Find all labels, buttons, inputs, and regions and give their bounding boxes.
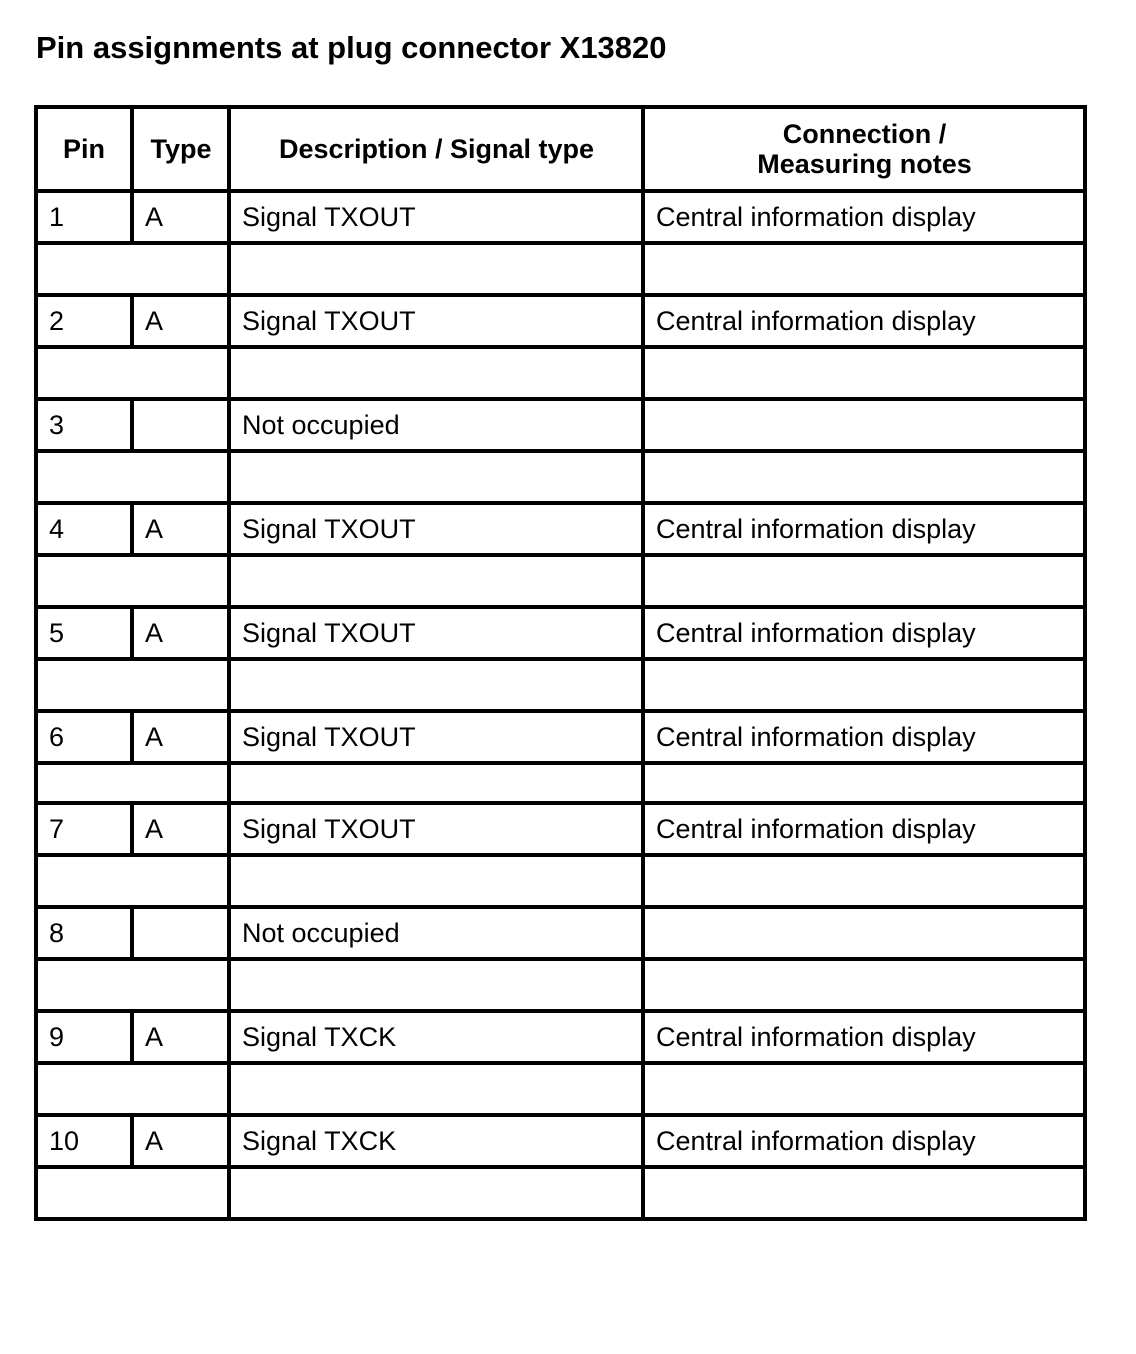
spacer-cell (229, 763, 643, 803)
pin-cell: 5 (36, 607, 132, 659)
spacer-cell (36, 659, 229, 711)
description-cell: Signal TXOUT (229, 607, 643, 659)
description-cell: Not occupied (229, 399, 643, 451)
header-connection-line2: Measuring notes (757, 149, 972, 179)
header-connection-line1: Connection / (782, 119, 947, 149)
type-cell: A (132, 1115, 229, 1167)
spacer-cell (229, 555, 643, 607)
pin-cell: 7 (36, 803, 132, 855)
type-cell: A (132, 1011, 229, 1063)
spacer-cell (36, 855, 229, 907)
spacer-cell (229, 243, 643, 295)
spacer-cell (36, 959, 229, 1011)
table-row (36, 503, 1085, 555)
table-row (36, 803, 1085, 855)
pin-cell: 6 (36, 711, 132, 763)
pin-cell: 3 (36, 399, 132, 451)
connection-cell: Central information display (643, 295, 1085, 347)
description-cell: Signal TXOUT (229, 295, 643, 347)
pin-cell: 10 (36, 1115, 132, 1167)
table-row (36, 607, 1085, 659)
spacer-cell (36, 763, 229, 803)
table-row (36, 711, 1085, 763)
spacer-cell (643, 959, 1085, 1011)
spacer-row (36, 855, 1085, 907)
spacer-cell (643, 855, 1085, 907)
pin-assignment-table (34, 105, 1087, 1221)
connection-cell: Central information display (643, 803, 1085, 855)
spacer-cell (643, 763, 1085, 803)
connection-cell: Central information display (643, 1011, 1085, 1063)
connection-cell: Central information display (643, 1115, 1085, 1167)
type-cell (132, 907, 229, 959)
type-cell: A (132, 607, 229, 659)
connection-cell: Central information display (643, 191, 1085, 243)
pin-cell: 4 (36, 503, 132, 555)
type-cell: A (132, 295, 229, 347)
spacer-row (36, 243, 1085, 295)
type-cell: A (132, 503, 229, 555)
description-cell: Signal TXOUT (229, 191, 643, 243)
connection-cell (643, 399, 1085, 451)
table-row (36, 191, 1085, 243)
spacer-cell (36, 347, 229, 399)
pin-cell: 2 (36, 295, 132, 347)
spacer-row (36, 763, 1085, 803)
spacer-cell (643, 555, 1085, 607)
spacer-cell (643, 243, 1085, 295)
spacer-cell (643, 451, 1085, 503)
spacer-cell (229, 451, 643, 503)
description-cell: Not occupied (229, 907, 643, 959)
spacer-cell (643, 1167, 1085, 1219)
spacer-row (36, 959, 1085, 1011)
spacer-cell (36, 243, 229, 295)
pin-cell: 1 (36, 191, 132, 243)
description-cell: Signal TXOUT (229, 711, 643, 763)
spacer-row (36, 555, 1085, 607)
spacer-cell (229, 347, 643, 399)
spacer-row (36, 659, 1085, 711)
description-cell: Signal TXCK (229, 1011, 643, 1063)
spacer-row (36, 347, 1085, 399)
header-pin: Pin (36, 107, 132, 191)
connection-cell: Central information display (643, 607, 1085, 659)
pin-cell: 9 (36, 1011, 132, 1063)
type-cell (132, 399, 229, 451)
type-cell: A (132, 191, 229, 243)
spacer-cell (229, 855, 643, 907)
table-row (36, 1115, 1085, 1167)
connection-cell (643, 907, 1085, 959)
type-cell: A (132, 803, 229, 855)
spacer-cell (229, 1167, 643, 1219)
table-header-row (36, 107, 1085, 191)
page-title: Pin assignments at plug connector X13820 (36, 30, 667, 65)
description-cell: Signal TXOUT (229, 503, 643, 555)
pin-cell: 8 (36, 907, 132, 959)
table-row (36, 1011, 1085, 1063)
table-row (36, 907, 1085, 959)
description-cell: Signal TXCK (229, 1115, 643, 1167)
spacer-cell (643, 1063, 1085, 1115)
connection-cell: Central information display (643, 711, 1085, 763)
description-cell: Signal TXOUT (229, 803, 643, 855)
spacer-cell (229, 1063, 643, 1115)
spacer-cell (643, 347, 1085, 399)
header-description: Description / Signal type (229, 107, 643, 191)
spacer-row (36, 451, 1085, 503)
table-row (36, 399, 1085, 451)
spacer-cell (229, 659, 643, 711)
header-connection (643, 107, 1085, 191)
type-cell: A (132, 711, 229, 763)
header-type: Type (132, 107, 229, 191)
spacer-cell (36, 1063, 229, 1115)
spacer-row (36, 1167, 1085, 1219)
spacer-cell (36, 1167, 229, 1219)
spacer-cell (229, 959, 643, 1011)
table-row (36, 295, 1085, 347)
connection-cell: Central information display (643, 503, 1085, 555)
spacer-cell (36, 451, 229, 503)
spacer-row (36, 1063, 1085, 1115)
spacer-cell (36, 555, 229, 607)
spacer-cell (643, 659, 1085, 711)
